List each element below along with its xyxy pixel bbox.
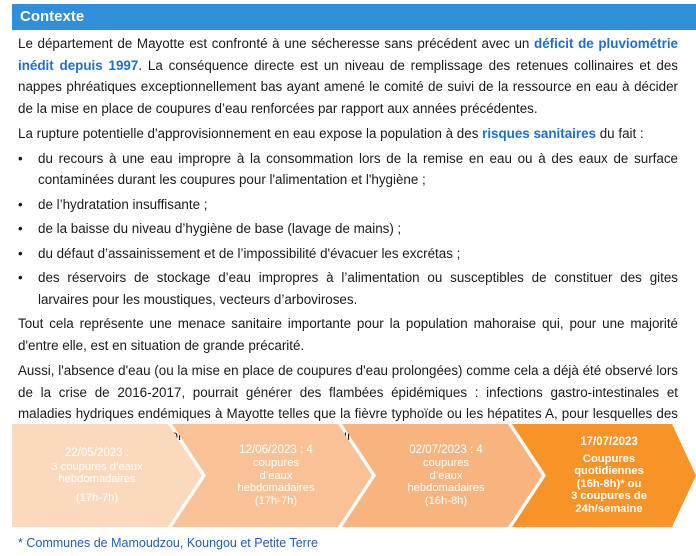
stage-line: (17h-7h) [75,491,119,504]
stage-line: hebdomadaires [237,482,315,495]
list-item: • du défaut d’assainissement et de l’impossibilité d'évacuer les excrétas ; [18,243,678,265]
stage-line: 3 coupures d’eaux [51,460,143,473]
stage-line: 24h/semaine [575,502,643,515]
timeline-stage-4 [536,424,682,527]
menace-paragraph: Tout cela représente une menace sanitaire importante pour la population mahoraise qui, pour une majorité d'entre elle, est en situation de grande précarité. [18,316,678,353]
stage-line: hebdomadaires [407,482,485,495]
intro-text-start: Le département de Mayotte est confronté à une sécheresse sans précédent avec un [18,36,535,51]
absence-paragraph: Aussi, l'absence d'eau (ou la mise en place de coupures d'eau prolongées) comme cela a déjà été observé lors de la crise de 2016-2017, pourrait générer des flambées épidémiques : infections gastro-intestinales et maladies hydriques endémiques à Mayotte telles que la fièvre typhoïde ou les hépatites A, pour lesquelles des sont [18,363,678,443]
intro-text-end: . La conséquence directe est un niveau de remplissage des retenues collinaires et des nappes phréatiques exceptionnellement bas ayant amené le comité de suivi de la ressource en eau à décider de la mise en place de coupures d’eau renforcées par rapport aux années précédentes. [18,57,678,116]
stage-line: (16h-8h)* ou [576,477,642,490]
list-item: • de l’hydratation insuffisante ; [18,194,678,216]
stage-date: 22/05/2023 : [65,447,129,459]
stage-line: d’eaux [259,469,293,482]
risks-text-end: du fait : [596,126,644,141]
stage-line: (16h-8h) [424,494,468,507]
list-item: • des réservoirs de stockage d’eau impropres à l’alimentation ou susceptibles de constituer des gites larvaires pour les moustiques, vecteurs d’arboviroses. [18,267,678,310]
timeline-stage-3 [366,424,526,527]
stage-date: 17/07/2023 [580,436,638,448]
list-item: • de la baisse du niveau d’hygiène de base (lavage de mains) ; [18,218,678,240]
document-body [18,33,678,450]
stage-line: d’eaux [429,469,463,482]
list-item: • du recours à une eau impropre à la consommation lors de la remise en eau ou à des eaux de surface contaminées durant les coupures pour l'alimentation et l'hygiène ; [18,148,678,191]
risks-paragraph [18,123,678,145]
section-header [12,4,696,30]
risks-list [18,148,678,311]
stage-line: coupures [252,457,300,470]
risks-text-start: La rupture potentielle d'approvisionnement en eau expose la population à des [18,126,483,141]
stage-line: 3 coupures de [571,490,647,502]
stage-line: coupures [422,457,470,470]
stage-line: hebdomadaires [58,473,136,485]
stage-line: quotidiennes [574,465,644,477]
section-title: Contexte [20,8,85,25]
risks-highlight: risques sanitaires [482,126,597,141]
footnote: * Communes de Mamoudzou, Koungou et Petite Terre [18,536,318,550]
stage-line: (17h-7h) [254,494,298,507]
stage-date: 12/06/2023 : 4 [239,443,313,456]
timeline-stage-2 [196,424,356,527]
timeline [12,424,696,527]
stage-date: 02/07/2023 : 4 [409,443,483,456]
stage-line: Coupures [582,452,636,465]
intro-highlight: déficit de pluviométrie inédit depuis 1997 [18,36,678,73]
timeline-stage-1 [12,424,182,527]
intro-paragraph [18,33,678,119]
